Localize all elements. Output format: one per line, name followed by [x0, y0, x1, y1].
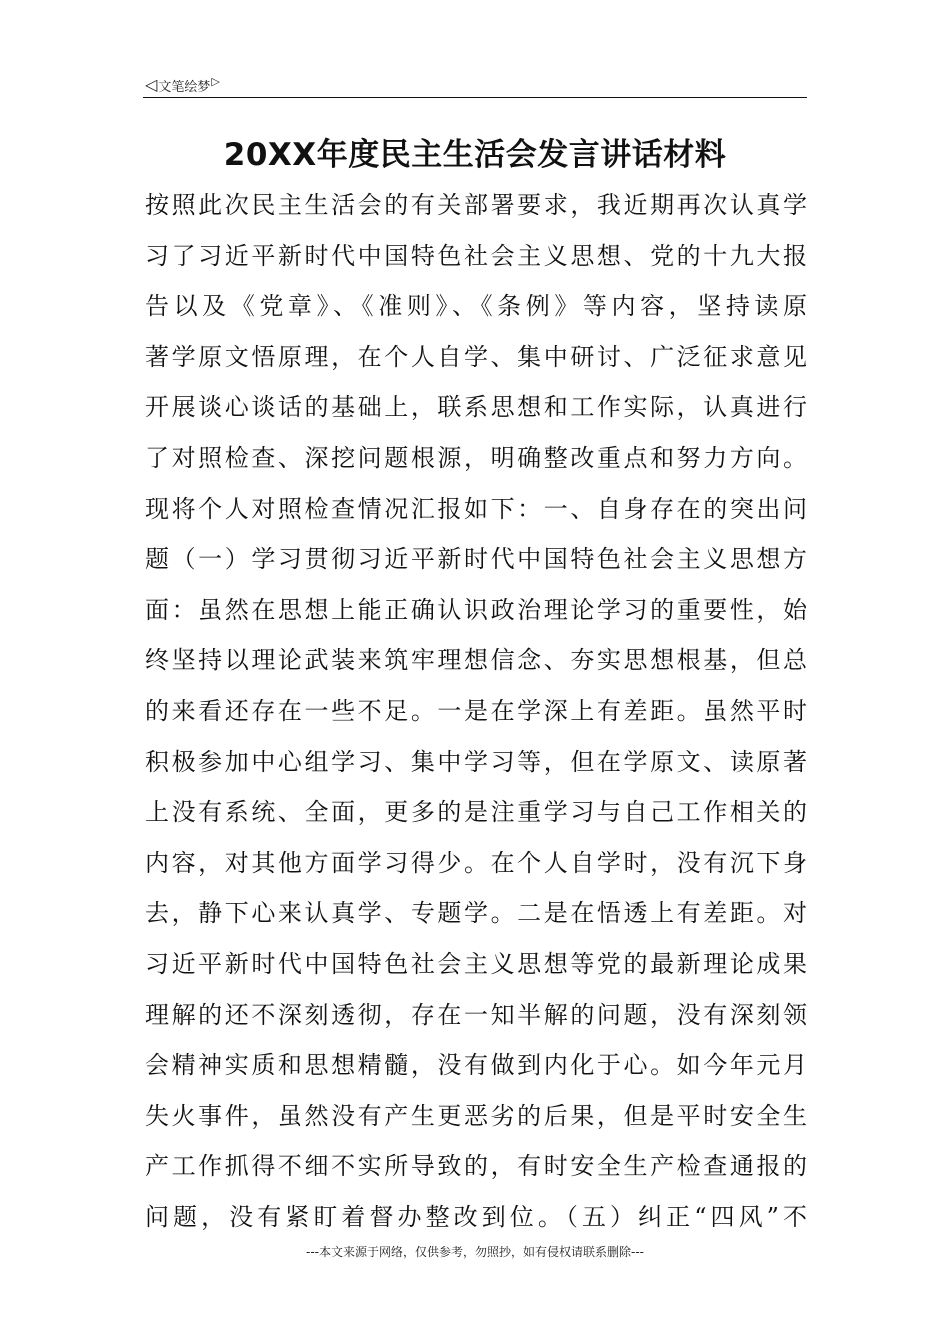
- right-triangle-icon: ▷: [211, 74, 220, 88]
- body-line: 按照此次民主生活会的有关部署要求，我近期再次认真学: [145, 191, 807, 219]
- body-line: 积极参加中心组学习、集中学习等，但在学原文、读原著: [145, 747, 807, 776]
- body-line: 理解的还不深刻透彻，存在一知半解的问题，没有深刻领: [145, 1000, 807, 1029]
- page-footer: ---本文来源于网络，仅供参考，勿照抄，如有侵权请联系删除---: [306, 1245, 644, 1259]
- body-line: 上没有系统、全面，更多的是注重学习与自己工作相关的: [145, 798, 807, 827]
- body-line: 习了习近平新时代中国特色社会主义思想、党的十九大报: [145, 241, 807, 270]
- body-line: 的来看还存在一些不足。一是在学深上有差距。虽然平时: [145, 696, 807, 725]
- body-line: 现将个人对照检查情况汇报如下：一、自身存在的突出问: [145, 494, 807, 523]
- body-line: 著学原文悟原理，在个人自学、集中研讨、广泛征求意见: [145, 342, 807, 371]
- body-line: 题（一）学习贯彻习近平新时代中国特色社会主义思想方: [145, 545, 807, 574]
- body-line: 问题，没有紧盯着督办整改到位。（五）纠正“四风”不: [145, 1202, 807, 1231]
- body-line: 内容，对其他方面学习得少。在个人自学时，没有沉下身: [145, 848, 807, 877]
- body-line: 告以及《党章》、《准则》、《条例》等内容，坚持读原: [145, 292, 807, 321]
- body-line: 会精神实质和思想精髓，没有做到内化于心。如今年元月: [145, 1051, 807, 1080]
- body-line: 终坚持以理论武装来筑牢理想信念、夯实思想根基，但总: [145, 646, 807, 675]
- page-header: [145, 74, 220, 96]
- header-text: 文笔绘梦: [158, 79, 211, 95]
- header-rule: [143, 97, 807, 98]
- body-line: 面：虽然在思想上能正确认识政治理论学习的重要性，始: [145, 595, 807, 624]
- body-line: 了对照检查、深挖问题根源，明确整改重点和努力方向。: [145, 443, 807, 472]
- left-triangle-icon: ◁: [145, 75, 158, 94]
- document-title: 20XX年度民主生活会发言讲话材料: [223, 137, 727, 173]
- body-line: 习近平新时代中国特色社会主义思想等党的最新理论成果: [145, 949, 807, 978]
- document-body: [145, 180, 807, 1242]
- body-line: 去，静下心来认真学、专题学。二是在悟透上有差距。对: [145, 899, 807, 928]
- body-line: 产工作抓得不细不实所导致的，有时安全生产检查通报的: [145, 1152, 807, 1181]
- body-line: 开展谈心谈话的基础上，联系思想和工作实际，认真进行: [145, 393, 807, 422]
- body-line: 失火事件，虽然没有产生更恶劣的后果，但是平时安全生: [145, 1101, 807, 1130]
